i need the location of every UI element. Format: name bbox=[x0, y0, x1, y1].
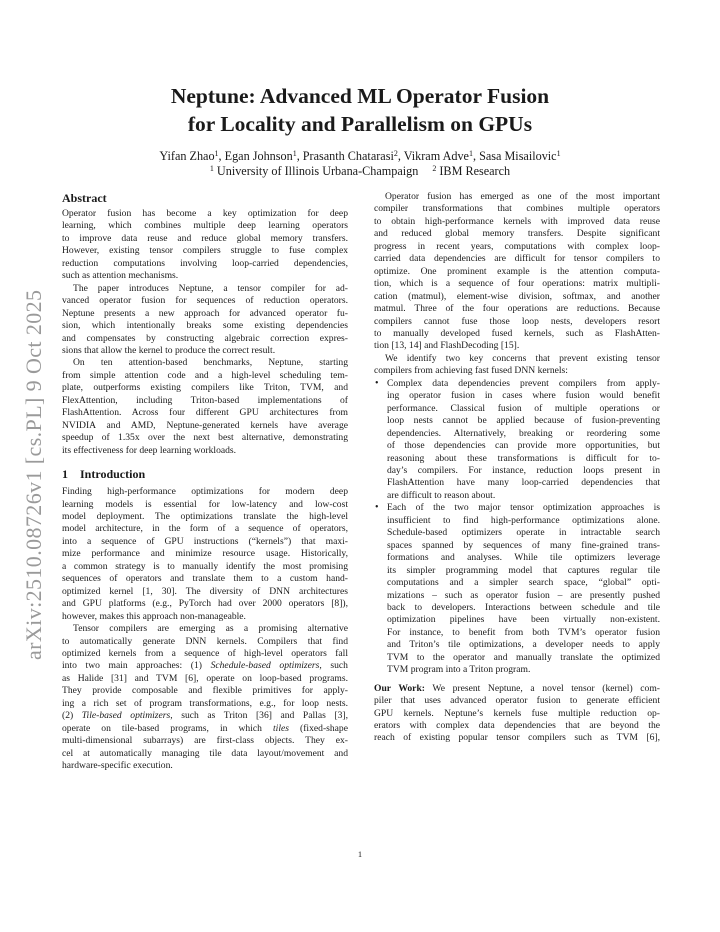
right-column bbox=[374, 191, 660, 745]
affiliation-mark: 1 bbox=[292, 149, 297, 158]
text-line: computations and a simpler search space, “global” opti- bbox=[387, 577, 660, 589]
text-line: matmul. Three of the four operations are reductions. Because bbox=[374, 303, 660, 315]
text-line: For instance, to benefit from both TVM’s operator fusion bbox=[387, 626, 660, 638]
text-line: learning models is essential for low-latency and low-cost bbox=[62, 498, 348, 510]
text-line: We identify two key concerns that prevent existing tensor bbox=[385, 352, 660, 364]
author-name: Vikram Adve bbox=[403, 149, 469, 163]
text-line: and Triton’s tile optimizations, a developer needs to apply bbox=[387, 639, 660, 651]
section-title: Introduction bbox=[80, 467, 146, 482]
author-list: Yifan Zhao$^1$, Egan Johnson$^1$, Prasanth Chatarasi$^2$, Vikram Adve$^1$, Sasa Misailovic$^1$ bbox=[159, 149, 561, 163]
concern-list bbox=[374, 378, 660, 677]
text-line: its effectiveness for deep learning workloads. bbox=[62, 444, 237, 456]
affiliation-mark: 1 bbox=[209, 164, 214, 173]
text-line: spaces spanned by sequences of many fine-grained trans- bbox=[387, 539, 660, 551]
left-column bbox=[62, 191, 348, 772]
text-line: vanced operator fusion for sequences of reduction operators. bbox=[62, 295, 348, 307]
text-line: such as attention mechanisms. bbox=[62, 270, 179, 282]
text-line: progress in recent years, computations with complex loop- bbox=[374, 240, 660, 252]
author-name: Egan Johnson bbox=[224, 149, 293, 163]
text-line: speedup of 1.35x over the next best alternative, demonstrating bbox=[62, 432, 348, 444]
author-name: Yifan Zhao bbox=[159, 149, 215, 163]
text-line: as Halide [31] and TVM [6], operate on loop-based programs. bbox=[62, 672, 348, 684]
page-number: 1 bbox=[357, 849, 363, 859]
text-line: compilers from achieving fast fused DNN kernels: bbox=[374, 365, 568, 377]
text-line: piler that uses advanced operator fusion to generate efficient bbox=[374, 695, 660, 707]
affiliation-name: University of Illinois Urbana-Champaign bbox=[216, 164, 419, 178]
text-line: GPU kernels. Neptune’s kernels fuse multiple reduction op- bbox=[374, 707, 660, 719]
title-line-1: Neptune: Advanced ML Operator Fusion bbox=[170, 84, 550, 108]
our-work-label: Our Work: bbox=[374, 682, 425, 694]
body-paragraph bbox=[374, 191, 660, 353]
intro-paragraph bbox=[62, 623, 348, 772]
text-line: ing operator fusion in cases where fusion would benefit bbox=[387, 390, 660, 402]
text-line: mizations – such as operator fusion – are presently pushed bbox=[387, 589, 660, 601]
text-line: tion, which is a sequence of four operations: matrix multipli- bbox=[374, 278, 660, 290]
text-line: are difficult to reason about. bbox=[387, 489, 496, 501]
abstract-heading: Abstract bbox=[62, 191, 107, 205]
text-line: however, makes this approach non-manageable. bbox=[62, 610, 246, 622]
text-line: model deployment. The optimizations translate the high-level bbox=[62, 510, 348, 522]
title-line-2: for Locality and Parallelism on GPUs bbox=[187, 112, 533, 136]
text-line: optimization pipelines have been virtually non-existent. bbox=[387, 614, 660, 626]
text-line: TVM to the operator and manually translate the optimized bbox=[387, 651, 660, 663]
text-line: insufficient to find high-performance optimizations alone. bbox=[387, 514, 660, 526]
section-number: 1 bbox=[62, 467, 68, 482]
text-line: FlashAttention have many loop-carried dependencies that bbox=[387, 477, 660, 489]
affiliation-mark: 2 bbox=[393, 149, 398, 158]
text-line: model architecture, in the form of a sequence of operators, bbox=[62, 523, 348, 535]
author-name: Sasa Misailovic bbox=[479, 149, 557, 163]
text-line: to automatically generate DNN kernels. Compilers that find bbox=[62, 635, 348, 647]
text-line: NVIDIA and AMD, Neptune-generated kernels have average bbox=[62, 419, 348, 431]
text-line: reasoning about these transformations is difficult for to- bbox=[387, 452, 660, 464]
arxiv-identifier: arXiv:2510.08726v1 [cs.PL] 9 Oct 2025 bbox=[21, 289, 46, 660]
text-line: to improve data reuse and reduce global memory transfers. bbox=[62, 232, 348, 244]
text-line: optimized kernels from a sequence of high-level operators fall bbox=[62, 647, 348, 659]
text-line: (2) Tile-based optimizers, such as Triton [36] and Pallas [3], bbox=[62, 710, 348, 722]
affiliation-mark: 2 bbox=[432, 164, 437, 173]
text-line: erators with complex data dependencies that are beyond the bbox=[374, 720, 660, 732]
text-line: They provide composable and flexible primitives for apply- bbox=[62, 685, 348, 697]
text-line: formations and analyses. While tile optimizers leverage bbox=[387, 552, 660, 564]
text-line: of those dependencies can provide more opportunities, but bbox=[387, 440, 660, 452]
text-line: plate, outperforms existing compilers like Triton, TVM, and bbox=[62, 382, 348, 394]
text-line: into two main approaches: (1) Schedule-based optimizers, such bbox=[62, 660, 348, 672]
text-line: and reduced global memory transfers. Despite significant bbox=[374, 228, 660, 240]
text-line: Tensor compilers are emerging as a promising alternative bbox=[73, 623, 348, 635]
text-line: Finding high-performance optimizations for modern deep bbox=[62, 486, 348, 498]
text-line: operate on tile-based programs, in which tiles (fixed-shape bbox=[62, 722, 348, 734]
text-line: multi-dimensional subarrays) are first-class objects. They ex- bbox=[62, 735, 348, 747]
abstract-paragraph bbox=[62, 283, 348, 358]
text-line: However, existing tensor compilers struggle to fuse complex bbox=[62, 245, 348, 257]
text-line: dependencies. Alternatively, breaking or reordering some bbox=[387, 427, 660, 439]
intro-paragraph bbox=[62, 486, 348, 623]
text-line: compiler transformations that combines multiple operators bbox=[374, 203, 660, 215]
text-line: FlexAttention, including Triton-based implementations of bbox=[62, 394, 348, 406]
text-line: tion [13, 14] and FlashDecoding [15]. bbox=[374, 340, 520, 352]
text-line: Operator fusion has emerged as one of the most important bbox=[385, 191, 660, 202]
text-line: loop nests cannot be applied because of fusion-preventing bbox=[387, 415, 660, 427]
text-line: hardware-specific execution. bbox=[62, 760, 173, 772]
text-line: • Each of the two major tensor optimization approaches is bbox=[387, 502, 660, 514]
text-line bbox=[374, 683, 660, 695]
text-line: its simpler programming model that captures regular tile bbox=[387, 564, 660, 576]
paper-title bbox=[60, 82, 660, 138]
text-line: cel at automatically managing tile data layout/movement and bbox=[62, 747, 348, 759]
text-line: • Complex data dependencies prevent compilers from apply- bbox=[387, 377, 660, 389]
text-line: ing a rich set of program transformations, e.g., for loop nests. bbox=[62, 697, 348, 709]
text-line: a common strategy is to manually identify the most promising bbox=[62, 560, 348, 572]
text-line: performance. Classical fusion of multiple operations or bbox=[387, 402, 660, 414]
text-line: compilers cannot fuse those loop nests, developers resort bbox=[374, 315, 660, 327]
affiliation-mark: 1 bbox=[468, 149, 473, 158]
text-line: day’s compilers. For instance, reduction loops present in bbox=[387, 464, 660, 476]
text-line: reach of existing popular tensor compilers such as TVM [6], bbox=[374, 732, 660, 744]
author-name: Prasanth Chatarasi bbox=[302, 149, 394, 163]
section-heading bbox=[62, 467, 348, 481]
text-line: learning, which combines multiple deep learning operators bbox=[62, 220, 348, 232]
list-item bbox=[374, 378, 660, 503]
text-line: carried data dependencies are difficult for tensor compilers to bbox=[374, 253, 660, 265]
text-line: sequences of operators and translate them to a custom hand- bbox=[62, 573, 348, 585]
text-line: reduction computations involving loop-carried dependencies, bbox=[62, 257, 348, 269]
abstract-paragraph bbox=[62, 208, 348, 283]
text-line: Operator fusion has become a key optimization for deep bbox=[62, 208, 348, 219]
list-item bbox=[374, 502, 660, 676]
affiliation-name: IBM Research bbox=[439, 164, 511, 178]
text-line: Neptune presents a new approach for advanced operator fu- bbox=[62, 307, 348, 319]
text-line: and GPU platforms (e.g., PyTorch had over 2000 operators [8]), bbox=[62, 598, 348, 610]
text-fragment: We present Neptune, a novel tensor (kernel) com- bbox=[424, 682, 660, 694]
affiliation-mark: 1 bbox=[214, 149, 219, 158]
text-line: back to developers. Interactions between schedule and tile bbox=[387, 601, 660, 613]
text-line: mize performance and minimize resource usage. Historically, bbox=[62, 548, 348, 560]
text-line: optimize. One prominent example is the attention computa- bbox=[374, 265, 660, 277]
text-line: The paper introduces Neptune, a tensor compiler for ad- bbox=[73, 282, 348, 294]
affiliation-list bbox=[60, 164, 660, 179]
text-line: from simple attention code and a high-level scheduling tem- bbox=[62, 369, 348, 381]
text-line: sions that allow the kernel to produce the correct result. bbox=[62, 344, 276, 356]
body-paragraph bbox=[374, 353, 660, 378]
our-work-paragraph bbox=[374, 683, 660, 745]
text-line: TVM program into a Triton program. bbox=[387, 664, 531, 676]
text-line: to manually developed fused kernels, such as FlashAtten- bbox=[374, 327, 660, 339]
text-line: and compensates by constructing algebraic correction expres- bbox=[62, 332, 348, 344]
affiliation-mark: 1 bbox=[556, 149, 561, 158]
text-line: sion, which intentionally breaks some existing dependencies bbox=[62, 320, 348, 332]
text-line: to obtain high-performance kernels with improved data reuse bbox=[374, 215, 660, 227]
text-line: cation (matmul), element-wise division, softmax, and another bbox=[374, 290, 660, 302]
text-line: On ten attention-based benchmarks, Neptune, starting bbox=[73, 357, 348, 369]
text-line: FlashAttention. Across four different GPU architectures from bbox=[62, 407, 348, 419]
text-line: Schedule-based optimizers operate in intractable search bbox=[387, 527, 660, 539]
text-line: optimized kernel [1, 30]. The diversity of DNN architectures bbox=[62, 585, 348, 597]
text-line: into a sequence of GPU instructions (“kernels”) that maxi- bbox=[62, 535, 348, 547]
abstract-paragraph bbox=[62, 357, 348, 457]
